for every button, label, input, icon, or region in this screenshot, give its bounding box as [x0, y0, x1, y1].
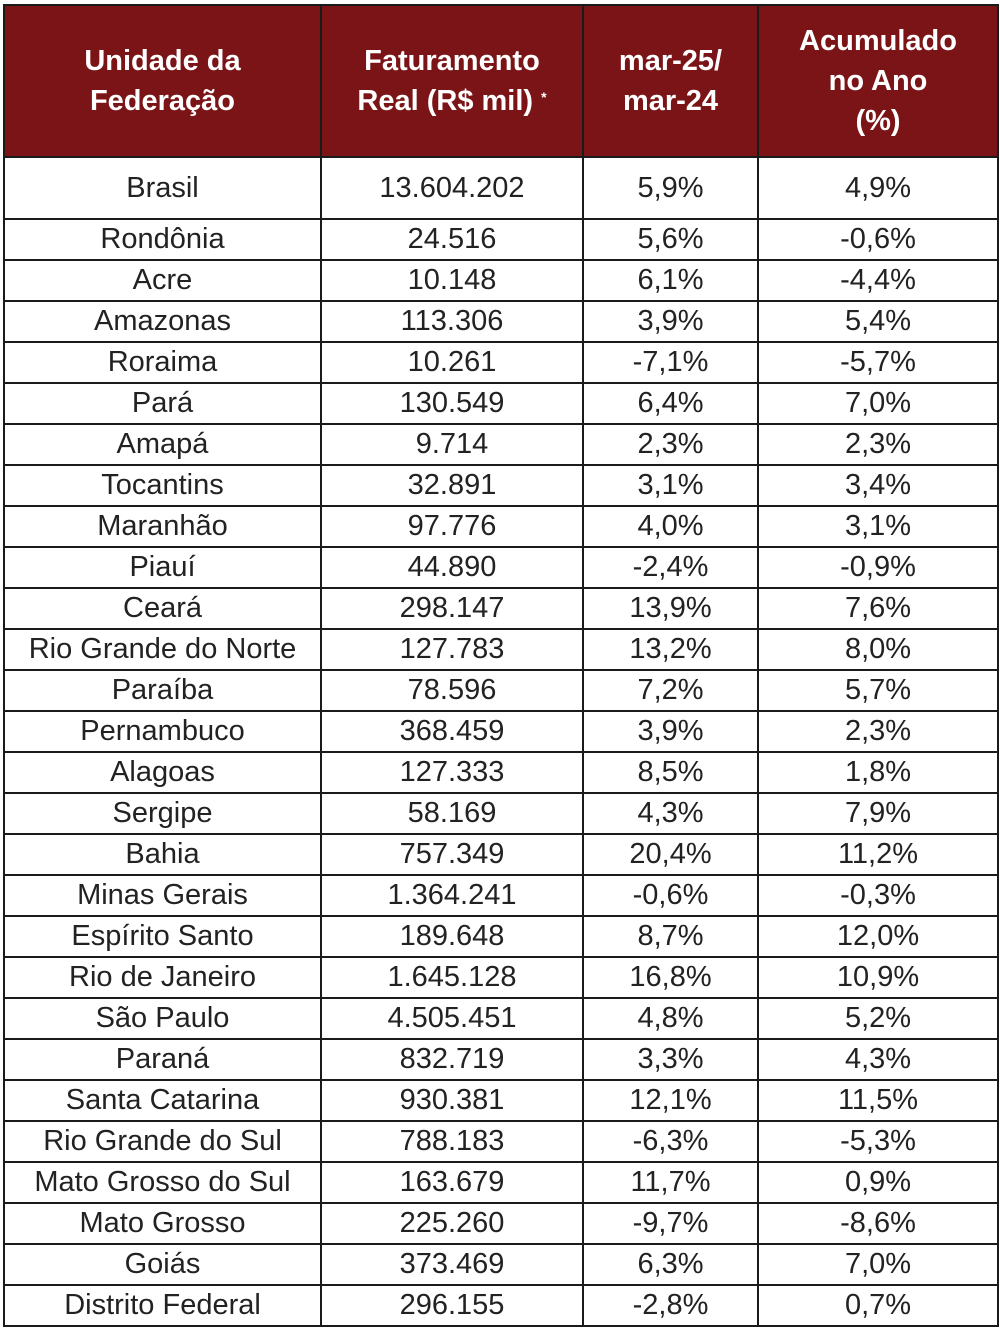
cell-ytd-change: 0,7%: [758, 1285, 998, 1326]
cell-state: Minas Gerais: [4, 875, 321, 916]
cell-state: Amapá: [4, 424, 321, 465]
cell-ytd-change: -0,3%: [758, 875, 998, 916]
cell-ytd-change: 7,0%: [758, 1244, 998, 1285]
table-row: [4, 1285, 998, 1326]
cell-monthly-change: -2,8%: [583, 1285, 758, 1326]
table-row: [4, 957, 998, 998]
cell-monthly-change: 5,6%: [583, 219, 758, 260]
table-row: [4, 670, 998, 711]
cell-ytd-change: -5,7%: [758, 342, 998, 383]
cell-monthly-change: -6,3%: [583, 1121, 758, 1162]
cell-monthly-change: 12,1%: [583, 1080, 758, 1121]
cell-ytd-change: 3,4%: [758, 465, 998, 506]
cell-revenue: 10.148: [321, 260, 583, 301]
cell-revenue: 832.719: [321, 1039, 583, 1080]
cell-monthly-change: 6,4%: [583, 383, 758, 424]
cell-monthly-change: 20,4%: [583, 834, 758, 875]
table-body: [4, 157, 998, 1326]
table-row: [4, 834, 998, 875]
cell-revenue: 13.604.202: [321, 157, 583, 219]
cell-state: Distrito Federal: [4, 1285, 321, 1326]
cell-ytd-change: 3,1%: [758, 506, 998, 547]
cell-ytd-change: 4,9%: [758, 157, 998, 219]
header-monthly-change: [583, 5, 758, 157]
table-row: [4, 1121, 998, 1162]
cell-ytd-change: 7,9%: [758, 793, 998, 834]
cell-state: Amazonas: [4, 301, 321, 342]
cell-revenue: 78.596: [321, 670, 583, 711]
cell-revenue: 1.645.128: [321, 957, 583, 998]
cell-revenue: 130.549: [321, 383, 583, 424]
cell-monthly-change: 6,3%: [583, 1244, 758, 1285]
cell-state: Sergipe: [4, 793, 321, 834]
cell-monthly-change: 3,9%: [583, 301, 758, 342]
cell-revenue: 1.364.241: [321, 875, 583, 916]
cell-ytd-change: -4,4%: [758, 260, 998, 301]
header-row: [4, 5, 998, 157]
cell-monthly-change: 2,3%: [583, 424, 758, 465]
cell-monthly-change: 13,2%: [583, 629, 758, 670]
cell-ytd-change: 7,6%: [758, 588, 998, 629]
cell-state: Rio de Janeiro: [4, 957, 321, 998]
table-row: [4, 342, 998, 383]
cell-revenue: 298.147: [321, 588, 583, 629]
table-row: [4, 998, 998, 1039]
cell-ytd-change: 8,0%: [758, 629, 998, 670]
cell-ytd-change: 2,3%: [758, 711, 998, 752]
cell-monthly-change: 3,1%: [583, 465, 758, 506]
cell-monthly-change: -2,4%: [583, 547, 758, 588]
cell-ytd-change: 2,3%: [758, 424, 998, 465]
header-ytd-change: [758, 5, 998, 157]
cell-revenue: 163.679: [321, 1162, 583, 1203]
table-header: [4, 5, 998, 157]
cell-state: Rondônia: [4, 219, 321, 260]
header-state-line-2: Federação: [89, 85, 236, 117]
cell-ytd-change: 7,0%: [758, 383, 998, 424]
cell-revenue: 127.783: [321, 629, 583, 670]
header-state-line-1: Unidade da: [84, 45, 241, 77]
cell-revenue: 32.891: [321, 465, 583, 506]
table-row: [4, 219, 998, 260]
cell-revenue: 930.381: [321, 1080, 583, 1121]
cell-ytd-change: -5,3%: [758, 1121, 998, 1162]
table-row: [4, 1244, 998, 1285]
cell-revenue: 44.890: [321, 547, 583, 588]
table-row: [4, 260, 998, 301]
table-row: [4, 629, 998, 670]
table-row: [4, 1039, 998, 1080]
cell-monthly-change: 3,9%: [583, 711, 758, 752]
cell-revenue: 4.505.451: [321, 998, 583, 1039]
cell-state: Espírito Santo: [4, 916, 321, 957]
cell-ytd-change: 5,2%: [758, 998, 998, 1039]
cell-ytd-change: 11,2%: [758, 834, 998, 875]
table-row: [4, 1203, 998, 1244]
cell-revenue: 189.648: [321, 916, 583, 957]
revenue-table: [3, 4, 999, 1327]
table-row: [4, 752, 998, 793]
cell-ytd-change: 4,3%: [758, 1039, 998, 1080]
table-row: [4, 301, 998, 342]
cell-revenue: 225.260: [321, 1203, 583, 1244]
cell-revenue: 24.516: [321, 219, 583, 260]
cell-ytd-change: 5,7%: [758, 670, 998, 711]
header-ytd-line-1: Acumulado: [799, 25, 957, 57]
cell-monthly-change: -7,1%: [583, 342, 758, 383]
cell-state: Goiás: [4, 1244, 321, 1285]
table-row: [4, 875, 998, 916]
cell-state: Paraíba: [4, 670, 321, 711]
cell-state: Rio Grande do Norte: [4, 629, 321, 670]
cell-monthly-change: 13,9%: [583, 588, 758, 629]
cell-monthly-change: 7,2%: [583, 670, 758, 711]
cell-monthly-change: 8,5%: [583, 752, 758, 793]
cell-monthly-change: 11,7%: [583, 1162, 758, 1203]
cell-state: Mato Grosso: [4, 1203, 321, 1244]
header-ytd-line-2: no Ano: [828, 65, 928, 97]
header-ytd-line-3: (%): [855, 105, 901, 137]
cell-ytd-change: 0,9%: [758, 1162, 998, 1203]
cell-state: Ceará: [4, 588, 321, 629]
cell-ytd-change: 1,8%: [758, 752, 998, 793]
cell-revenue: 788.183: [321, 1121, 583, 1162]
cell-state: Acre: [4, 260, 321, 301]
cell-state: Brasil: [4, 157, 321, 219]
cell-monthly-change: 6,1%: [583, 260, 758, 301]
header-monthly-line-1: mar-25/: [618, 45, 723, 77]
cell-ytd-change: 12,0%: [758, 916, 998, 957]
table-row: [4, 1162, 998, 1203]
cell-monthly-change: 4,0%: [583, 506, 758, 547]
cell-revenue: 757.349: [321, 834, 583, 875]
cell-revenue: 113.306: [321, 301, 583, 342]
header-revenue-line-2: Real (R$ mil): [357, 85, 534, 117]
cell-state: São Paulo: [4, 998, 321, 1039]
cell-revenue: 97.776: [321, 506, 583, 547]
header-revenue-line-1: Faturamento: [364, 45, 540, 77]
cell-state: Rio Grande do Sul: [4, 1121, 321, 1162]
cell-monthly-change: 16,8%: [583, 957, 758, 998]
table-row: [4, 793, 998, 834]
cell-state: Pernambuco: [4, 711, 321, 752]
cell-revenue: 127.333: [321, 752, 583, 793]
cell-state: Santa Catarina: [4, 1080, 321, 1121]
cell-ytd-change: 11,5%: [758, 1080, 998, 1121]
cell-monthly-change: 8,7%: [583, 916, 758, 957]
cell-state: Piauí: [4, 547, 321, 588]
cell-revenue: 58.169: [321, 793, 583, 834]
cell-revenue: 373.469: [321, 1244, 583, 1285]
cell-monthly-change: 4,8%: [583, 998, 758, 1039]
cell-revenue: 10.261: [321, 342, 583, 383]
cell-state: Alagoas: [4, 752, 321, 793]
cell-revenue: 9.714: [321, 424, 583, 465]
header-revenue: [321, 5, 583, 157]
table-row: [4, 916, 998, 957]
header-monthly-line-2: mar-24: [622, 85, 719, 117]
cell-state: Mato Grosso do Sul: [4, 1162, 321, 1203]
table-row: [4, 465, 998, 506]
cell-state: Maranhão: [4, 506, 321, 547]
cell-monthly-change: -9,7%: [583, 1203, 758, 1244]
cell-ytd-change: -8,6%: [758, 1203, 998, 1244]
cell-ytd-change: 10,9%: [758, 957, 998, 998]
table-row: [4, 711, 998, 752]
cell-state: Tocantins: [4, 465, 321, 506]
cell-monthly-change: 3,3%: [583, 1039, 758, 1080]
cell-revenue: 368.459: [321, 711, 583, 752]
cell-state: Roraima: [4, 342, 321, 383]
table-row: [4, 547, 998, 588]
cell-revenue: 296.155: [321, 1285, 583, 1326]
header-state: [4, 5, 321, 157]
cell-ytd-change: -0,6%: [758, 219, 998, 260]
cell-state: Pará: [4, 383, 321, 424]
table-row: [4, 157, 998, 219]
table-row: [4, 1080, 998, 1121]
cell-ytd-change: -0,9%: [758, 547, 998, 588]
table-row: [4, 506, 998, 547]
cell-monthly-change: 5,9%: [583, 157, 758, 219]
header-revenue-footnote-mark: *: [541, 89, 547, 105]
table-row: [4, 588, 998, 629]
cell-state: Bahia: [4, 834, 321, 875]
cell-state: Paraná: [4, 1039, 321, 1080]
table-row: [4, 424, 998, 465]
cell-monthly-change: -0,6%: [583, 875, 758, 916]
cell-ytd-change: 5,4%: [758, 301, 998, 342]
table-row: [4, 383, 998, 424]
cell-monthly-change: 4,3%: [583, 793, 758, 834]
